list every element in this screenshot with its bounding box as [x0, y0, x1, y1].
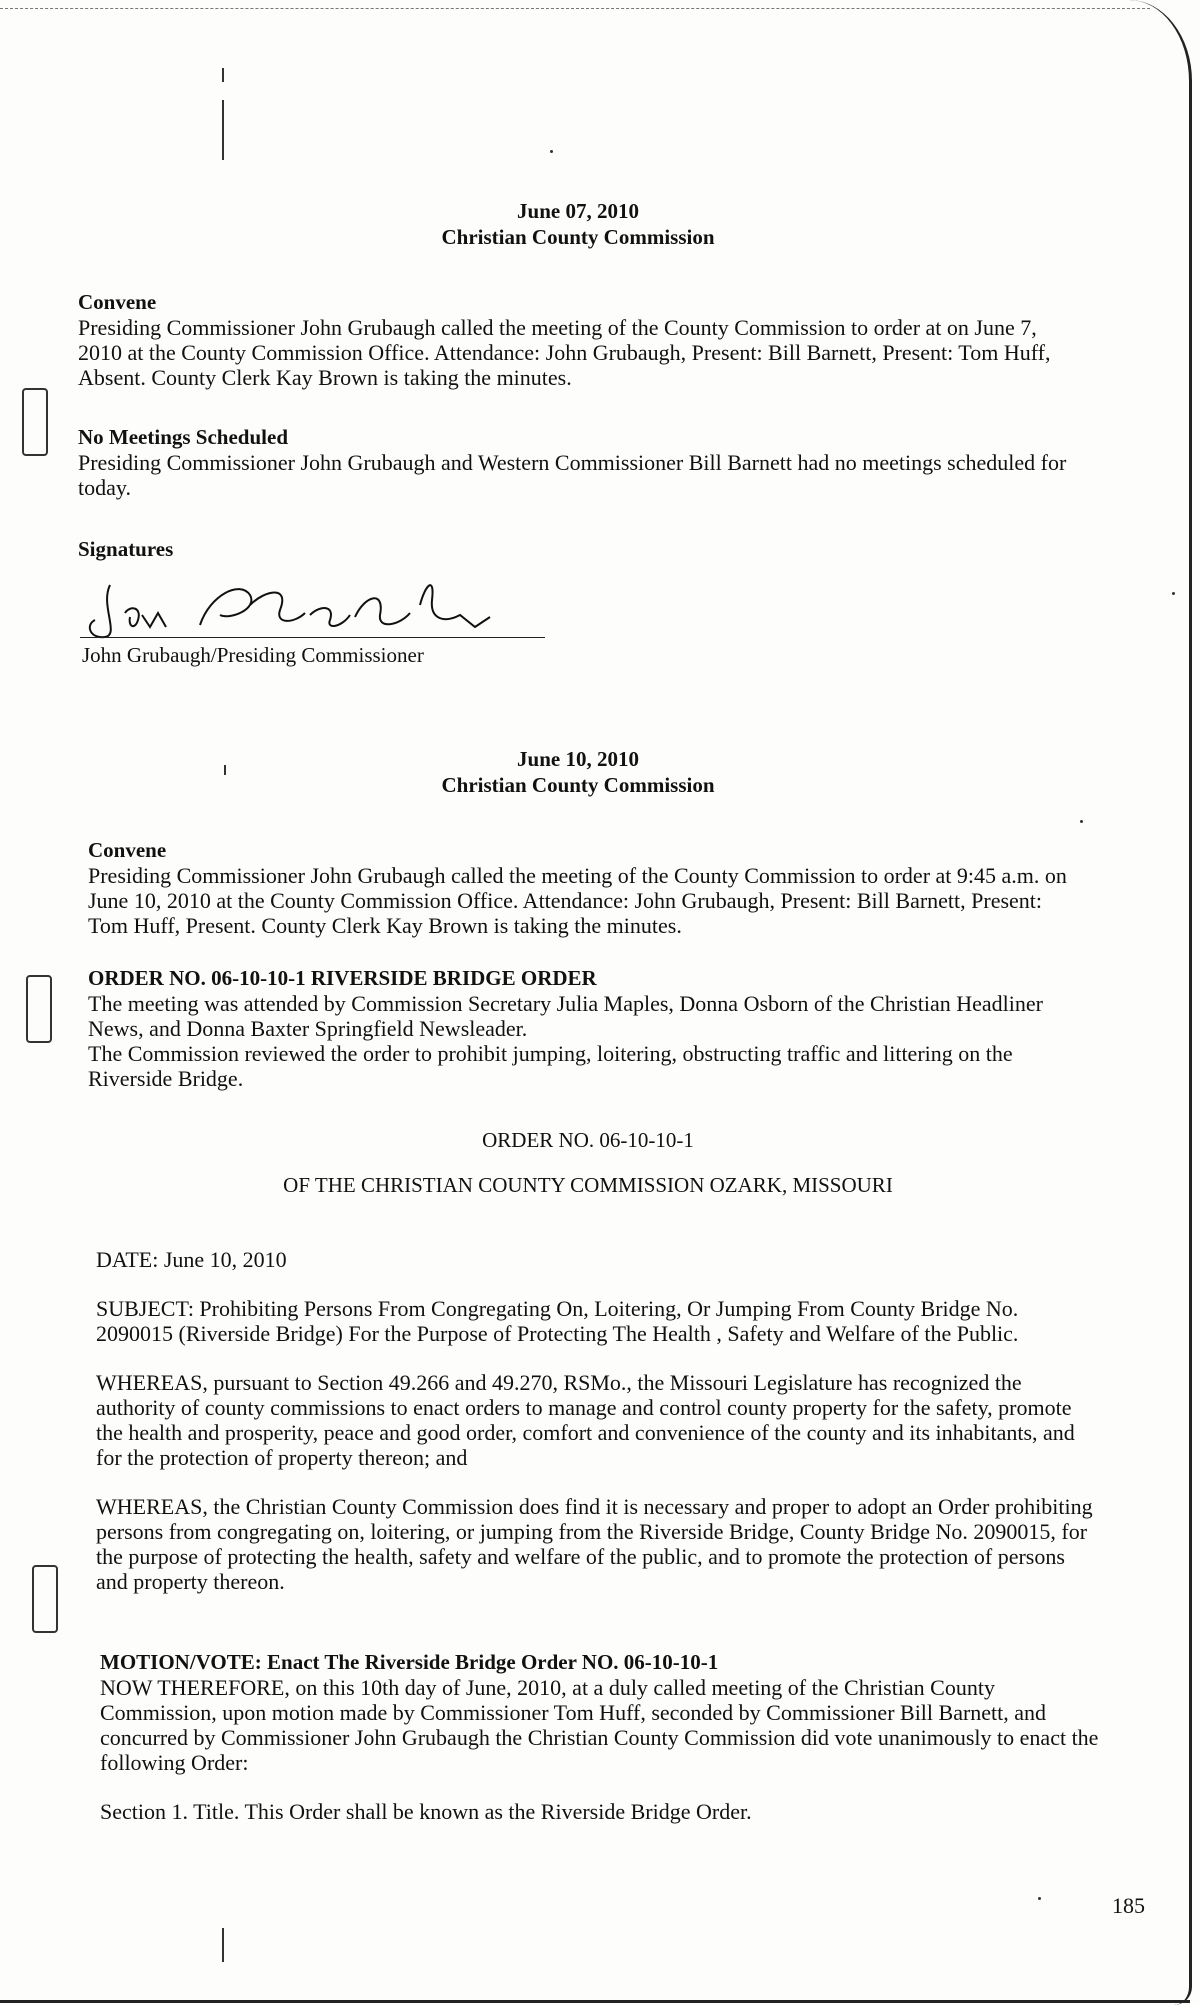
whereas-paragraph-2: WHEREAS, the Christian County Commission does find it is necessary and proper to adopt an Order prohibiting persons from congregating on, loitering, or jumping from the Riverside Bridge, County Bridge No. 2090015, for the purpose of protecting the health, safety and welfare of the public, and to promote the protection of persons and property thereon. [96, 1494, 1093, 1594]
motion-section [100, 1650, 1100, 1824]
no-meetings-heading: No Meetings Scheduled [78, 425, 288, 449]
order-body [96, 1247, 1096, 1594]
whereas-paragraph-1: WHEREAS, pursuant to Section 49.266 and 49.270, RSMo., the Missouri Legislature has recognized the authority of county commissions to enact orders to manage and control county property for the safety, promote the health and prosperity, peace and good order, comfort and convenience of the county and its inhabitants, and for the protection of property thereon; and [96, 1370, 1075, 1470]
page-right-edge [1129, 0, 1192, 2005]
scan-mark [222, 68, 224, 82]
scan-mark [222, 100, 224, 160]
signature-line [80, 637, 545, 638]
page-bottom-edge [0, 2000, 1190, 2003]
meeting-1-convene [78, 290, 1078, 390]
order-attendance-text: The meeting was attended by Commission Secretary Julia Maples, Donna Osborn of the Christian Headliner News, and Donna Baxter Springfield Newsleader. [88, 991, 1043, 1041]
scan-speck [1038, 1897, 1041, 1900]
scan-speck [550, 150, 553, 153]
order-review-text: The Commission reviewed the order to prohibit jumping, loitering, obstructing traffic and littering on the Riverside Bridge. [88, 1041, 1013, 1091]
convene-heading: Convene [88, 838, 167, 862]
page-number: 185 [1112, 1893, 1145, 1918]
convene-heading: Convene [78, 290, 157, 314]
scan-speck [1172, 592, 1175, 595]
signatures-heading: Signatures [78, 537, 174, 561]
meeting-1-date: June 07, 2010 [517, 199, 639, 223]
order-section [88, 966, 1093, 1091]
order-date-line: DATE: June 10, 2010 [96, 1247, 287, 1272]
signatures-section [78, 537, 1078, 562]
scan-speck [1080, 820, 1083, 823]
no-meetings-section [78, 425, 1078, 500]
meeting-2-body: Christian County Commission [441, 773, 715, 797]
page-top-edge [0, 8, 1150, 9]
meeting-1-body: Christian County Commission [441, 225, 715, 249]
meeting-1-header [78, 198, 1078, 250]
signature-name: John Grubaugh/Presiding Commissioner [82, 643, 424, 667]
binder-hole-mark [22, 388, 48, 456]
scan-mark [222, 1928, 224, 1962]
motion-text: NOW THEREFORE, on this 10th day of June, 2010, at a duly called meeting of the Christian County Commission, upon motion made by Commissioner Tom Huff, seconded by Commissioner Bill Barnett, and concurred by Commissioner John Grubaugh the Christian County Commission did vote unanimously to enact the following Order: [100, 1675, 1099, 1775]
order-number-title: ORDER NO. 06-10-10-1 [482, 1128, 694, 1152]
handwritten-signature [80, 575, 550, 645]
order-subject-line: SUBJECT: Prohibiting Persons From Congregating On, Loitering, Or Jumping From County Bridge No. 2090015 (Riverside Bridge) For the Purpose of Protecting The Health , Safety and Welfare of the Public. [96, 1296, 1019, 1346]
binder-hole-mark [26, 975, 52, 1043]
order-title-block [88, 1128, 1088, 1198]
convene-text: Presiding Commissioner John Grubaugh called the meeting of the County Commission to order at on June 7, 2010 at the County Commission Office. Attendance: John Grubaugh, Present: Bill Barnett, Present: Tom Huff, Absent. County Clerk Kay Brown is taking the minutes. [78, 315, 1051, 390]
meeting-2-convene [88, 838, 1078, 938]
binder-hole-mark [32, 1565, 58, 1633]
meeting-2-header [78, 746, 1078, 798]
signature-block [80, 575, 550, 675]
no-meetings-text: Presiding Commissioner John Grubaugh and Western Commissioner Bill Barnett had no meetings scheduled for today. [78, 450, 1067, 500]
order-heading: ORDER NO. 06-10-10-1 RIVERSIDE BRIDGE ORDER [88, 966, 597, 990]
motion-heading: MOTION/VOTE: Enact The Riverside Bridge Order NO. 06-10-10-1 [100, 1650, 719, 1674]
meeting-2-date: June 10, 2010 [517, 747, 639, 771]
order-of-title: OF THE CHRISTIAN COUNTY COMMISSION OZARK, MISSOURI [283, 1173, 893, 1197]
convene-text: Presiding Commissioner John Grubaugh called the meeting of the County Commission to order at 9:45 a.m. on June 10, 2010 at the County Commission Office. Attendance: John Grubaugh, Present: Bill Barnett, Present: Tom Huff, Present. County Clerk Kay Brown is taking the minutes. [88, 863, 1067, 938]
section-1-text: Section 1. Title. This Order shall be known as the Riverside Bridge Order. [100, 1799, 752, 1824]
